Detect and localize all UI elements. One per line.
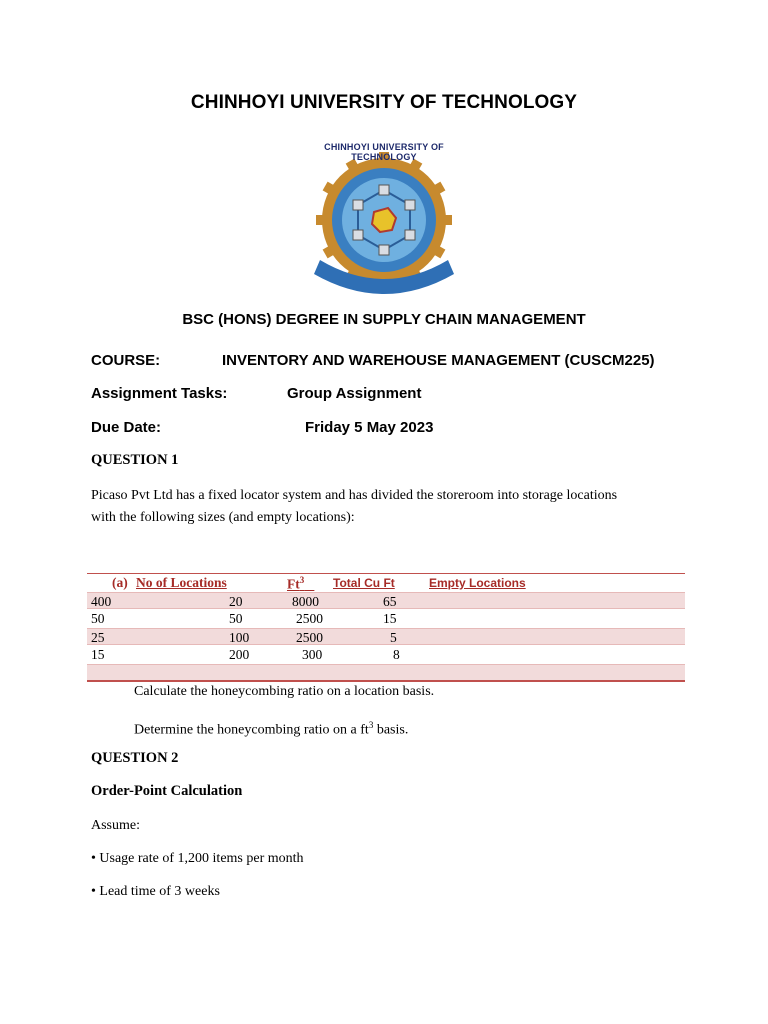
assume-label: Assume: xyxy=(91,818,140,833)
question2-subheading: Order-Point Calculation xyxy=(91,783,243,799)
course-label: COURSE: xyxy=(91,352,161,369)
table-row: 400 20 8000 65 xyxy=(87,592,685,609)
header-ft: Ft$^3$ xyxy=(287,575,305,592)
logo-emblem-icon xyxy=(292,138,476,302)
header-no-of-locations: No of Locations xyxy=(136,575,227,590)
tasks-label: Assignment Tasks: xyxy=(91,385,228,402)
bullet-lead-time: • Lead time of 3 weeks xyxy=(91,881,691,903)
intro-line-1: Picaso Pvt Ltd has a fixed locator system and has divided the storeroom into storage locations xyxy=(91,488,618,503)
degree-title: BSC (HONS) DEGREE IN SUPPLY CHAIN MANAGEMENT xyxy=(182,311,586,328)
table-row: 25 100 2500 5 xyxy=(87,628,685,645)
university-logo xyxy=(292,138,476,302)
due-label: Due Date: xyxy=(91,419,162,436)
task-ft3-basis: Determine the honeycombing ratio on a $ft^3$ basis. xyxy=(134,720,409,738)
header-total-cu-ft: Total Cu Ft xyxy=(333,576,395,590)
due-value: Friday 5 May 2023 xyxy=(305,419,434,436)
bullet-usage-rate: • Usage rate of 1,200 items per month xyxy=(91,848,691,870)
university-title: CHINHOYI UNIVERSITY OF TECHNOLOGY xyxy=(190,92,578,113)
question1-heading: QUESTION 1 xyxy=(91,452,179,468)
header-empty-locations: Empty Locations xyxy=(429,576,526,590)
intro-line-2: with the following sizes (and empty locations): xyxy=(91,510,355,525)
course-value: INVENTORY AND WAREHOUSE MANAGEMENT (CUSCM225) xyxy=(222,352,655,369)
table-row-empty xyxy=(87,664,685,681)
logo-caption: CHINHOYI UNIVERSITY OF TECHNOLOGY xyxy=(324,142,444,162)
tasks-value: Group Assignment xyxy=(287,385,422,402)
question2-heading: QUESTION 2 xyxy=(91,750,179,766)
task-location-basis: Calculate the honeycombing ratio on a location basis. xyxy=(134,684,435,699)
part-label: (a) xyxy=(112,575,128,590)
table-row: 15 200 300 8 xyxy=(91,647,400,662)
table-row: 50 50 2500 15 xyxy=(91,611,397,626)
table-top-rule xyxy=(87,573,685,574)
question1-intro xyxy=(91,485,691,529)
